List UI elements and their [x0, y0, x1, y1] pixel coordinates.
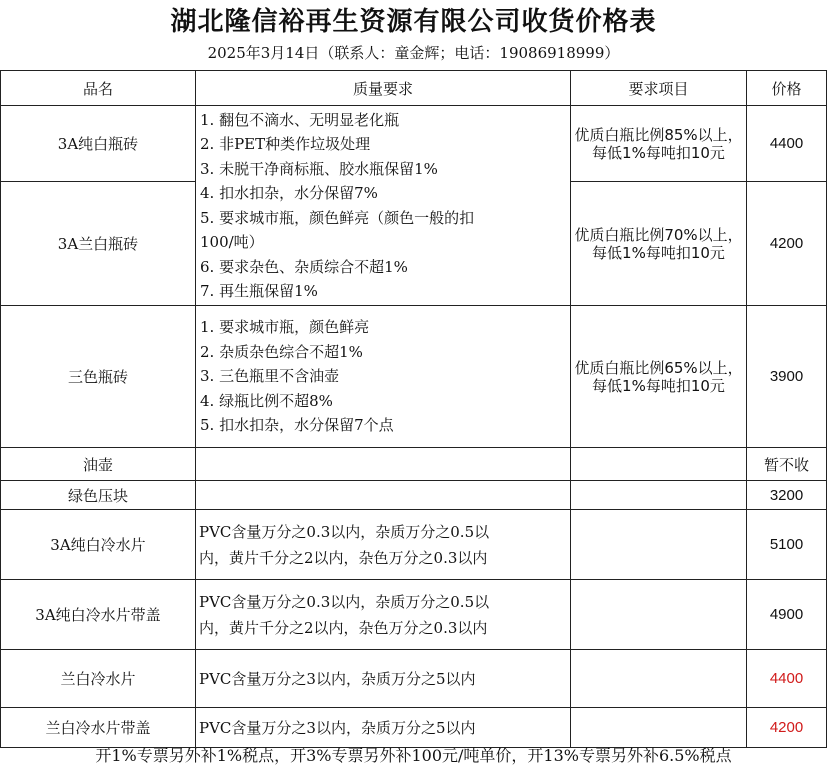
quality-requirements: [196, 306, 571, 448]
quality-line: 4. 绿瓶比例不超8%: [200, 391, 333, 410]
requirement-cell: [571, 106, 747, 182]
table-row: [1, 448, 827, 481]
header-requirement: 要求项目: [571, 71, 747, 106]
quality-line: 2. 非PET种类作垃圾处理: [200, 135, 371, 153]
price-value: 4400: [747, 650, 827, 708]
price-value: 5100: [747, 510, 827, 580]
header-price: 价格: [747, 71, 827, 106]
date-contact-line: 2025年3月14日（联系人：童金辉；电话：19086918999）: [207, 44, 620, 62]
requirement-line: 优质白瓶比例70%以上，: [574, 225, 743, 244]
product-name: 三色瓶砖: [1, 306, 196, 448]
empty-cell: [571, 448, 747, 481]
header-name: 品名: [1, 71, 196, 106]
quality-line: 内，黄片千分之2以内，杂色万分之0.3以内: [199, 618, 488, 637]
quality-line: 3. 未脱干净商标瓶、胶水瓶保留1%: [200, 159, 438, 178]
product-name: 油壶: [1, 448, 196, 481]
quality-line: 7. 再生瓶保留1%: [200, 282, 318, 300]
price-value: 4900: [747, 580, 827, 650]
requirement-line: 每低1%每吨扣10元: [592, 243, 725, 262]
product-name: 3A兰白瓶砖: [1, 182, 196, 306]
requirement-cell: [571, 182, 747, 306]
price-value: 4400: [747, 106, 827, 182]
price-value: 4200: [747, 182, 827, 306]
table-row: [1, 580, 827, 650]
sheet-title: 湖北隆信裕再生资源有限公司收货价格表: [170, 7, 657, 37]
requirement-line: 优质白瓶比例65%以上，: [574, 358, 743, 377]
quality-line: 4. 扣水扣杂，水分保留7%: [200, 184, 378, 202]
empty-cell: [196, 448, 571, 481]
quality-line: 100/吨）: [200, 233, 264, 251]
price-value: 4200: [747, 708, 827, 748]
table-row: [1, 106, 827, 182]
quality-requirements: PVC含量万分之3以内，杂质万分之5以内: [196, 708, 571, 748]
table-row: [1, 510, 827, 580]
header-row: [1, 71, 827, 106]
quality-line: 1. 要求城市瓶，颜色鲜亮: [200, 318, 370, 337]
quality-line: 1. 翻包不滴水、无明显老化瓶: [200, 110, 400, 129]
quality-line: PVC含量万分之0.3以内，杂质万分之0.5以: [199, 592, 490, 611]
requirement-cell: [571, 306, 747, 448]
price-value: 3200: [747, 481, 827, 510]
quality-requirements: [196, 580, 571, 650]
quality-line: 3. 三色瓶里不含油壶: [200, 367, 340, 386]
quality-line: 5. 要求城市瓶，颜色鲜亮（颜色一般的扣: [200, 208, 475, 227]
requirement-line: 优质白瓶比例85%以上，: [574, 125, 743, 144]
empty-cell: [196, 481, 571, 510]
requirement-line: 每低1%每吨扣10元: [592, 143, 725, 162]
empty-cell: [571, 650, 747, 708]
quality-requirements: [196, 106, 571, 306]
product-name: 3A纯白冷水片: [1, 510, 196, 580]
product-name: 兰白冷水片: [1, 650, 196, 708]
quality-line: PVC含量万分之0.3以内，杂质万分之0.5以: [199, 522, 490, 541]
product-name: 兰白冷水片带盖: [1, 708, 196, 748]
requirement-line: 每低1%每吨扣10元: [592, 376, 725, 395]
product-name: 3A纯白瓶砖: [1, 106, 196, 182]
table-row: [1, 650, 827, 708]
product-name: 绿色压块: [1, 481, 196, 510]
price-value: 3900: [747, 306, 827, 448]
quality-line: 5. 扣水扣杂，水分保留7个点: [200, 416, 394, 435]
quality-line: 2. 杂质杂色综合不超1%: [200, 342, 363, 361]
header-quality: 质量要求: [196, 71, 571, 106]
table-row: [1, 481, 827, 510]
price-value: 暂不收: [747, 448, 827, 481]
empty-cell: [571, 510, 747, 580]
table-row: [1, 306, 827, 448]
quality-line: 内，黄片千分之2以内，杂色万分之0.3以内: [199, 548, 488, 567]
quality-requirements: [196, 510, 571, 580]
product-name: 3A纯白冷水片带盖: [1, 580, 196, 650]
tax-note: 开1%专票另外补1%税点，开3%专票另外补100元/吨单价，开13%专票另外补6.5%税点: [95, 746, 732, 765]
price-table: [0, 70, 827, 748]
quality-line: 6. 要求杂色、杂质综合不超1%: [200, 257, 408, 276]
quality-requirements: PVC含量万分之3以内，杂质万分之5以内: [196, 650, 571, 708]
empty-cell: [571, 481, 747, 510]
empty-cell: [571, 580, 747, 650]
